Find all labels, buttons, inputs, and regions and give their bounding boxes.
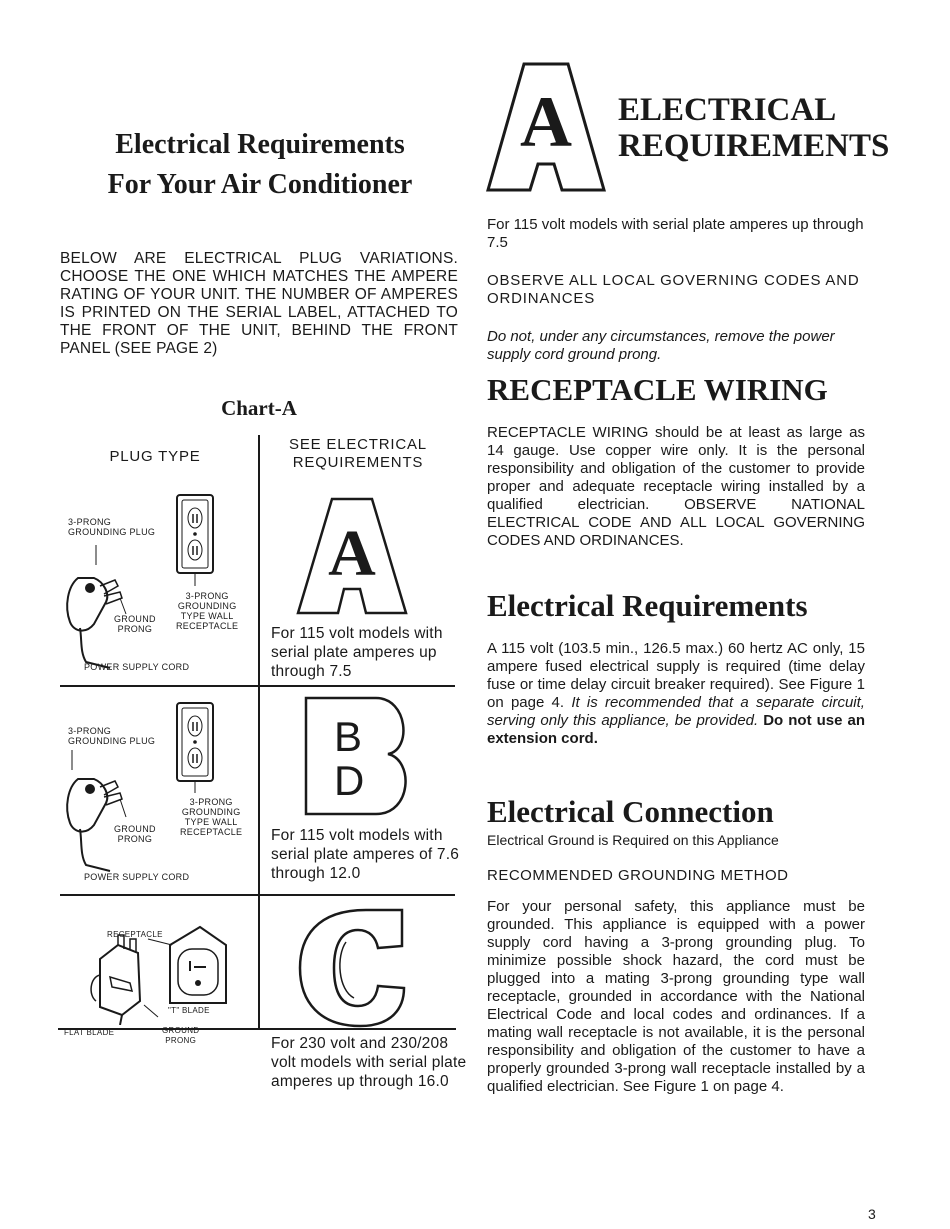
badge-letter: A (520, 82, 572, 162)
electrical-connection-heading: Electrical Connection (487, 794, 774, 829)
receptacle-label-b (180, 797, 242, 837)
receptacle-label-b-line1: 3-PRONG (189, 797, 233, 807)
letter-box-b (304, 696, 414, 816)
ground-label-c (162, 1026, 199, 1046)
receptacle-label-c: RECEPTACLE (107, 930, 163, 939)
caption-b: For 115 volt models with serial plate amperes of 7.6 through 12.0 (271, 827, 460, 882)
flat-blade-plug-icon (60, 905, 255, 1025)
ground-label-a (114, 614, 156, 634)
plug-label-a (68, 517, 155, 537)
intro-paragraph: For 115 volt models with serial plate amperes up through 7.5 (487, 216, 864, 251)
section-heading-line2: REQUIREMENTS (618, 128, 890, 164)
section-badge-a (486, 62, 606, 192)
receptacle-label-b-line4: RECEPTACLE (180, 827, 243, 837)
letter-a: A (328, 517, 376, 590)
ground-label-c-line2: PRONG (165, 1036, 197, 1045)
grounding-plug-icon (60, 695, 255, 885)
receptacle-label-a-line3: TYPE WALL (180, 611, 234, 621)
receptacle-wiring-heading: RECEPTACLE WIRING (487, 372, 828, 407)
ground-label-a-line1: GROUND (114, 614, 156, 624)
ground-label-b-line1: GROUND (114, 824, 156, 834)
letter-c-outline-icon (296, 906, 408, 1028)
caption-a: For 115 volt models with serial plate amperes up through 7.5 (271, 625, 443, 680)
flat-blade-label: FLAT BLADE (64, 1028, 115, 1037)
ground-prong-warning: Do not, under any circumstances, remove the power supply cord ground prong. (487, 328, 835, 363)
section-heading (618, 92, 889, 164)
col-header-requirements-line2: REQUIREMENTS (292, 454, 424, 471)
plug-label-a-line2: GROUNDING PLUG (68, 527, 156, 537)
chart-vertical-divider (258, 435, 260, 1030)
left-title-line1: Electrical Requirements (115, 129, 405, 160)
col-header-requirements (268, 436, 448, 472)
ground-label-a-line2: PRONG (117, 624, 153, 634)
receptacle-label-a-line4: RECEPTACLE (176, 621, 239, 631)
chart-row-divider-1 (60, 685, 455, 687)
cord-label-a: POWER SUPPLY CORD (84, 662, 190, 672)
receptacle-label-a (176, 591, 238, 631)
intro-text: BELOW ARE ELECTRICAL PLUG VARIATIONS. CHOOSE THE ONE WHICH MATCHES THE AMPERE RATING OF YOUR UNIT. THE NUMBER OF AMPERES IS PRINTED ON THE SERIAL LABEL, ATTACHED TO THE FRONT OF THE UNIT, BEHIND THE FRONT PANEL (SEE PAGE 2) (60, 250, 458, 357)
chart-title: Chart-A (221, 396, 297, 420)
electrical-requirements-heading: Electrical Requirements (487, 588, 808, 623)
section-heading-line1: ELECTRICAL (618, 92, 837, 128)
col-header-plug-type: PLUG TYPE (109, 448, 201, 465)
chart-row-divider-2 (60, 894, 455, 896)
t-blade-label: "T" BLADE (168, 1006, 210, 1015)
receptacle-label-b-line2: GROUNDING (181, 807, 241, 817)
col-header-requirements-line1: SEE ELECTRICAL (289, 436, 427, 453)
grounding-method-text: For your personal safety, this appliance must be grounded. This appliance is equipped with a power supply cord having a 3-prong grounding plug. To minimize possible shock hazard, the cord must be plugged into a mating 3-prong grounding type wall receptacle, grounded in accordance with the National Electrical Code and local codes and ordinances. If a mating wall receptacle is not available, it is the personal responsibility and obligation of the customer to have a properly grounded 3-prong wall receptacle installed by a qualified electrician. See Figure 1 on page 4. (487, 898, 865, 1095)
ground-label-c-line1: GROUND (162, 1026, 200, 1035)
letter-box-a (296, 497, 408, 615)
ground-required-note: Electrical Ground is Required on this Appliance (487, 832, 779, 848)
letter-box-c (296, 906, 408, 1028)
electrical-requirements-text (487, 640, 865, 748)
chart-bottom-rule (58, 1028, 456, 1030)
ground-label-b-line2: PRONG (117, 834, 153, 844)
page-number: 3 (868, 1206, 876, 1222)
letter-b-top: B (334, 713, 363, 760)
receptacle-wiring-text: RECEPTACLE WIRING should be at least as large as 14 gauge. Use copper wire only. It is the personal responsibility and obligation of the customer to provide proper and adequate receptacle wiring installed by a qualified electrician. OBSERVE NATIONAL ELECTRICAL CODE AND ALL LOCAL GOVERNING CODES AND ORDINANCES. (487, 424, 865, 549)
cord-label-b: POWER SUPPLY CORD (84, 872, 190, 882)
left-title-line2: For Your Air Conditioner (107, 169, 413, 200)
requirements-recommendation: It is recommended that a separate circuit, serving only this appliance, be provided. (487, 694, 865, 729)
plug-illustration-b (60, 695, 255, 885)
receptacle-label-a-line2: GROUNDING (177, 601, 237, 611)
extension-cord-warning: Do not use an extension cord. (487, 712, 865, 747)
plug-label-b-line1: 3-PRONG (68, 726, 112, 736)
plug-label-b (68, 726, 155, 746)
caption-c: For 230 volt and 230/208 volt models with serial plate amperes up through 16.0 (271, 1035, 467, 1090)
letter-b-bottom: D (334, 757, 365, 804)
left-title (60, 125, 460, 205)
codes-notice: OBSERVE ALL LOCAL GOVERNING CODES AND ORDINANCES (487, 272, 860, 307)
grounding-method-heading: RECOMMENDED GROUNDING METHOD (487, 867, 789, 884)
requirements-main: A 115 volt (103.5 min., 126.5 max.) 60 hertz AC only, 15 ampere fused electrical supply is required (time delay fuse or time delay circuit breaker required). See Figure 1 on page 4. (487, 640, 865, 711)
ground-label-b (114, 824, 156, 844)
receptacle-label-a-line1: 3-PRONG (185, 591, 229, 601)
plug-label-a-line1: 3-PRONG (68, 517, 112, 527)
plug-illustration-c (60, 905, 255, 1025)
plug-label-b-line2: GROUNDING PLUG (68, 736, 156, 746)
receptacle-label-b-line3: TYPE WALL (184, 817, 238, 827)
